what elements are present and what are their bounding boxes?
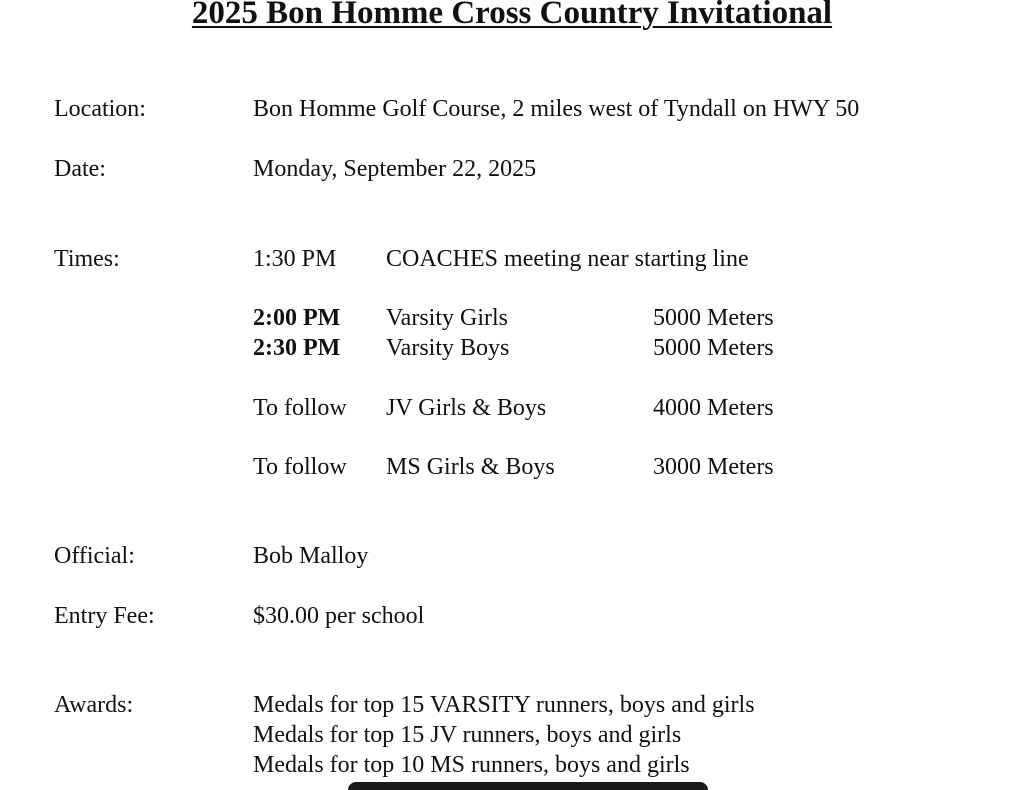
coaches-event: COACHES meeting near starting line: [386, 246, 749, 272]
times-label: Times:: [54, 246, 120, 272]
race-distance: 4000 Meters: [653, 395, 774, 421]
race-distance: 5000 Meters: [653, 305, 774, 331]
race-distance: 3000 Meters: [653, 454, 774, 480]
awards-label: Awards:: [54, 692, 134, 718]
official-value: Bob Malloy: [253, 543, 369, 569]
award-line: Medals for top 10 MS runners, boys and girls: [253, 752, 690, 778]
date-label: Date:: [54, 156, 106, 182]
location-value: Bon Homme Golf Course, 2 miles west of Tyndall on HWY 50: [253, 96, 860, 122]
race-event: Varsity Boys: [386, 335, 510, 361]
entry-fee-label: Entry Fee:: [54, 603, 155, 629]
official-label: Official:: [54, 543, 135, 569]
scroll-indicator-bar[interactable]: [348, 782, 708, 790]
award-line: Medals for top 15 JV runners, boys and girls: [253, 722, 682, 748]
date-value: Monday, September 22, 2025: [253, 156, 537, 182]
race-time: 2:30 PM: [253, 335, 341, 361]
race-event: MS Girls & Boys: [386, 454, 555, 480]
race-time: To follow: [253, 395, 347, 421]
race-time: 2:00 PM: [253, 305, 341, 331]
race-event: JV Girls & Boys: [386, 395, 547, 421]
entry-fee-value: $30.00 per school: [253, 603, 425, 629]
page-title: 2025 Bon Homme Cross Country Invitational: [191, 0, 833, 31]
race-distance: 5000 Meters: [653, 335, 774, 361]
coaches-time: 1:30 PM: [253, 246, 337, 272]
location-label: Location:: [54, 96, 146, 122]
race-time: To follow: [253, 454, 347, 480]
award-line: Medals for top 15 VARSITY runners, boys and girls: [253, 692, 755, 718]
race-event: Varsity Girls: [386, 305, 508, 331]
